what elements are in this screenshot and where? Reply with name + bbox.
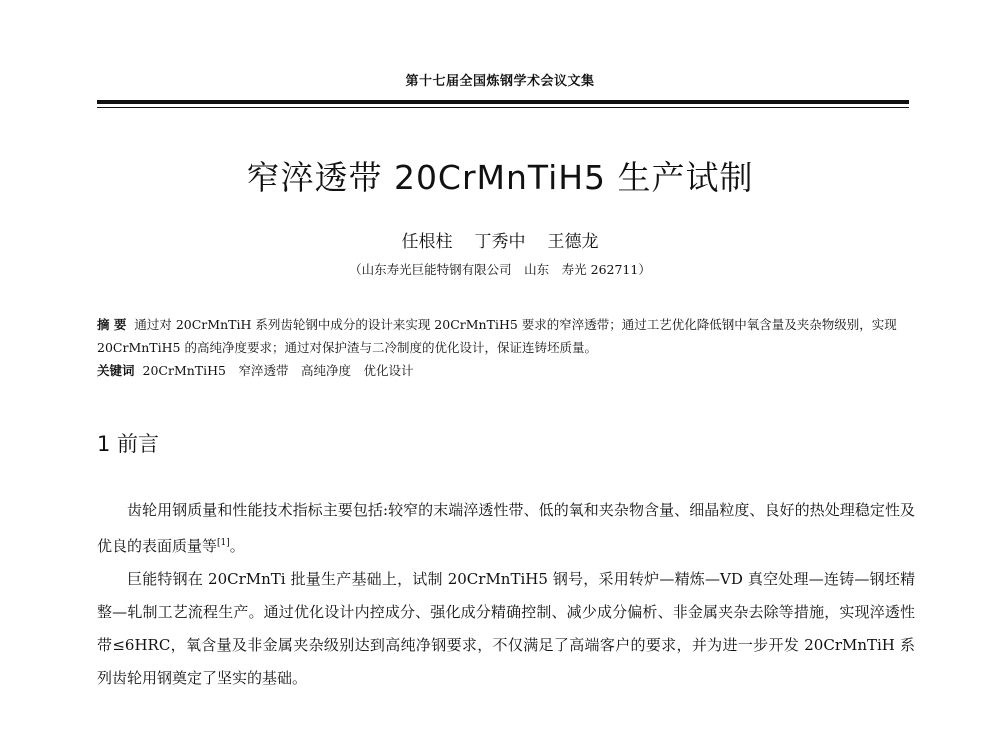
paper-title: 窄淬透带 20CrMnTiH5 生产试制 — [246, 158, 754, 197]
body-paragraph — [97, 494, 915, 563]
author-list — [0, 227, 1000, 252]
paragraph-end: 。 — [229, 537, 245, 555]
header-rule-thick — [97, 100, 909, 104]
keywords-text: 20CrMnTiH5 窄淬透带 高纯净度 优化设计 — [142, 363, 414, 378]
abstract-text: 通过对 20CrMnTiH 系列齿轮钢中成分的设计来实现 20CrMnTiH5 要求的窄淬透带；通过工艺优化降低钢中氧含量及夹杂物级别，实现 20CrMnTiH5 的高纯净度要求；通过对保护渣与二冷制度的优化设计，保证连铸坯质量。 — [97, 317, 897, 355]
abstract-label: 摘 要 — [97, 317, 127, 332]
paragraph-text: 齿轮用钢质量和性能技术指标主要包括:较窄的末端淬透性带、低的氧和夹杂物含量、细晶粒度、良好的热处理稳定性及优良的表面质量等 — [97, 501, 915, 555]
abstract-paragraph — [97, 313, 912, 359]
author-name: 王德龙 — [547, 232, 599, 252]
keywords-line — [97, 359, 912, 382]
body-paragraph: 巨能特钢在 20CrMnTi 批量生产基础上，试制 20CrMnTiH5 钢号，采用转炉—精炼—VD 真空处理—连铸—钢坯精整—轧制工艺流程生产。通过优化设计内控成分、强化成分精确控制、减少成分偏析、非金属夹杂去除等措施，实现淬透性带≤6HRC，氧含量及非金属夹杂级别达到高纯净钢要求，不仅满足了高端客户的要求，并为进一步开发 20CrMnTiH 系列齿轮用钢奠定了坚实的基础。 — [97, 570, 915, 687]
author-name: 丁秀中 — [474, 232, 526, 252]
keywords-label: 关键词 — [97, 363, 135, 378]
citation-ref: [1] — [217, 538, 230, 548]
affiliation: （山东寿光巨能特钢有限公司 山东 寿光 262711） — [349, 262, 651, 277]
abstract-block — [97, 313, 912, 382]
body-text — [97, 494, 915, 695]
header-rule-thin — [97, 107, 909, 108]
running-head: 第十七届全国炼钢学术会议文集 — [405, 74, 595, 89]
author-name: 任根柱 — [401, 232, 453, 252]
section-heading: 1 前言 — [97, 432, 160, 456]
